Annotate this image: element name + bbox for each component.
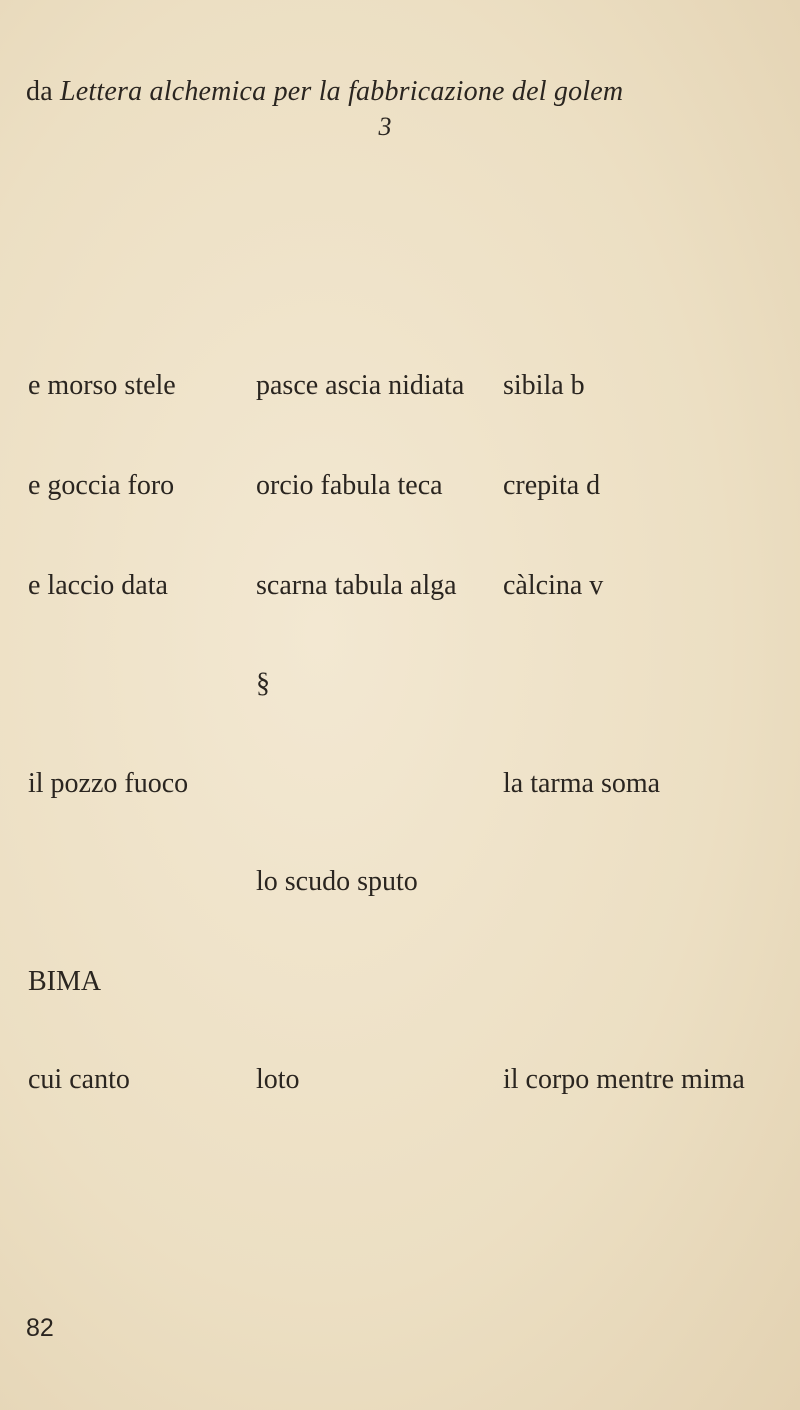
poem-cell: e goccia foro xyxy=(28,470,175,501)
poem-line xyxy=(0,470,800,510)
heading-prefix: da xyxy=(26,76,53,107)
poem-cell: e morso stele xyxy=(28,370,176,401)
poem-cell: orcio fabula teca xyxy=(256,470,443,501)
poem-line xyxy=(0,1064,800,1104)
poem-cell: lo scudo sputo xyxy=(256,866,418,897)
poem-cell: BIMA xyxy=(28,966,102,997)
poem-cell: il pozzo fuoco xyxy=(28,768,189,799)
poem-line xyxy=(0,370,800,410)
poem-line xyxy=(0,866,800,906)
poem-cell: càlcina v xyxy=(503,570,604,601)
poem-number: 3 xyxy=(378,112,392,141)
poem-cell: sibila b xyxy=(503,370,585,401)
poem-cell: cui canto xyxy=(28,1064,130,1095)
poem-cell: il corpo mentre mima xyxy=(503,1064,745,1095)
section-mark: § xyxy=(256,668,270,699)
poem-cell: e laccio data xyxy=(28,570,168,601)
poem-cell: pasce ascia nidiata xyxy=(256,370,465,401)
poem-heading xyxy=(26,76,623,108)
poem-line xyxy=(0,966,800,1006)
book-title: Lettera alchemica per la fabbricazione del golem xyxy=(60,76,624,107)
page-number: 82 xyxy=(26,1314,54,1342)
poem-cell: scarna tabula alga xyxy=(256,570,457,601)
poem-line xyxy=(0,768,800,808)
poem-cell: la tarma soma xyxy=(503,768,661,799)
poem-line xyxy=(0,668,800,708)
poem-line xyxy=(0,570,800,610)
poem-cell: crepita d xyxy=(503,470,601,501)
poem-cell: loto xyxy=(256,1064,300,1095)
